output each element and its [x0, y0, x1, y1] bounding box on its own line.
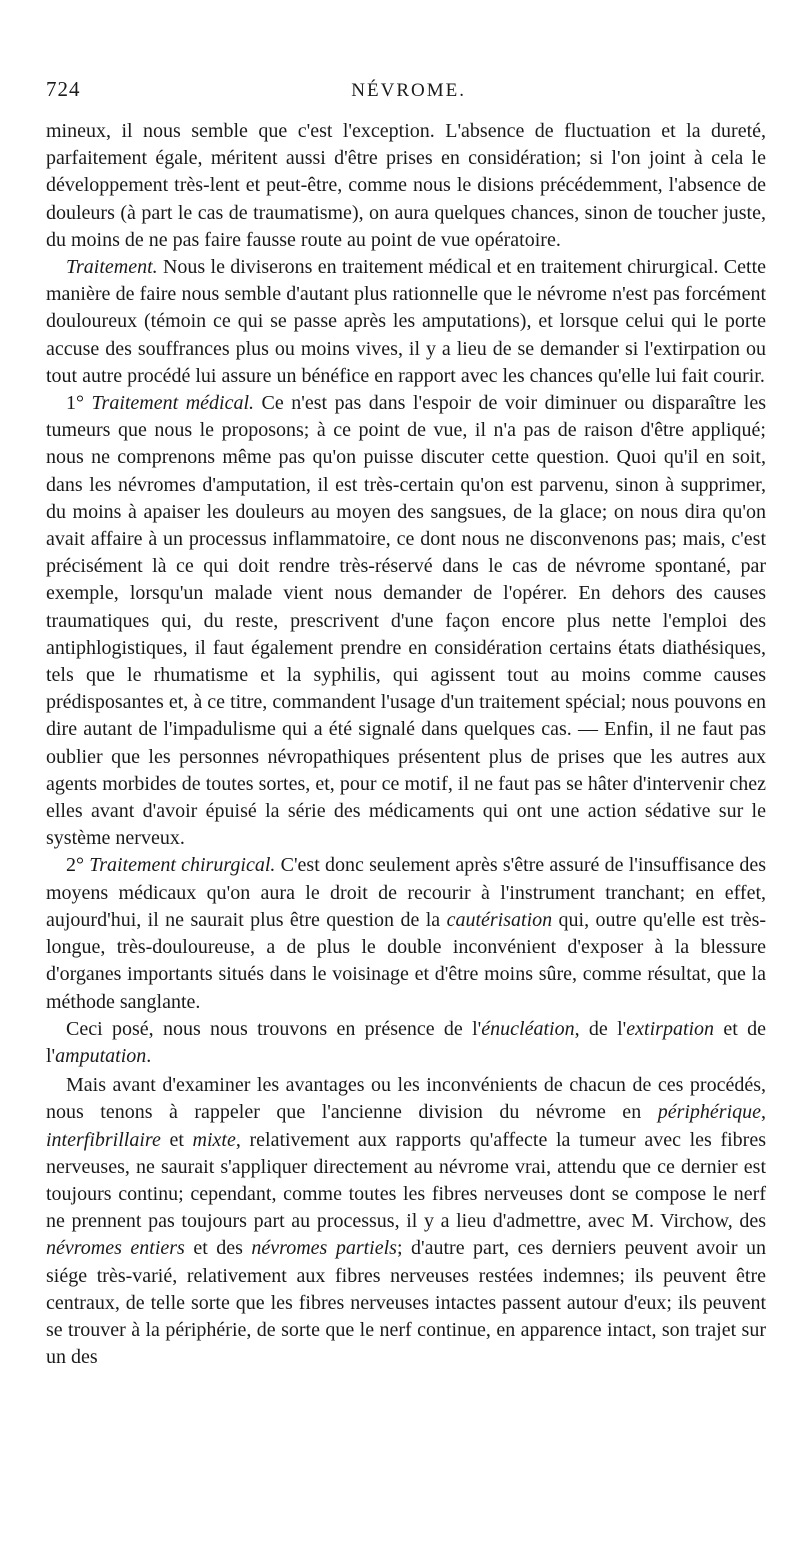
- italic-term: névromes entiers: [46, 1237, 185, 1260]
- italic-term: mixte: [192, 1128, 236, 1151]
- running-head: [46, 76, 766, 110]
- text-run: et de l': [46, 1017, 767, 1067]
- italic-term: extirpation: [626, 1017, 715, 1040]
- italic-term: Traitement chirurgical.: [89, 854, 276, 877]
- italic-term: cautérisation: [446, 908, 553, 931]
- italic-term: énucléation: [481, 1017, 575, 1040]
- paragraph-ceci-pose: [46, 1016, 766, 1070]
- running-title: NÉVROME.: [351, 80, 466, 101]
- text-run: qui, outre qu'elle est très-longue, très-douloureuse, a de plus le double inconvénient d'exposer à la blessure d'organes importants situés dans le voisinage et d'être moins sûre, comme résultat, que la méthode sanglante.: [46, 908, 767, 1013]
- text-run: Ceci posé, nous nous trouvons en présence de l': [66, 1017, 482, 1040]
- text-run: Mais avant d'examiner les avantages ou les inconvénients de chacun de ces procédés, nous tenons à rappeler que l'ancienne division du névrome en: [46, 1074, 766, 1124]
- paragraph-traitement: [46, 254, 766, 390]
- text-run: ; d'autre part, ces derniers peuvent avoir un siége très-varié, relativement aux fibres nerveuses restées indemnes; ils peuvent être centraux, de telle sorte que les fibres nerveuses intactes passent autour d'eux; ils peuvent se trouver à la périphérie, de sorte que le nerf continue, en apparence intact, son trajet sur un des: [46, 1237, 766, 1369]
- text-run: , de l': [574, 1017, 627, 1040]
- text-run: Ce n'est pas dans l'espoir de voir diminuer ou disparaître les tumeurs que nous le proposons; à ce point de vue, il n'a pas de raison d'être appliqué; nous ne comprenons même pas qu'on puisse discuter cette question. Quoi qu'il en soit, dans les névromes d'amputation, il est très-certain qu'on est parvenu, sinon à supprimer, du moins à apaiser les douleurs au moyen des sangsues, de la glace; on nous dira qu'on avait affaire à un processus inflammatoire, ce dont nous ne disconvenons pas; mais, c'est précisément là ce qui doit rendre très-réservé dans le cas de névrome spontané, par exemple, lorsqu'un malade vient nous demander de l'opérer. En dehors des causes traumatiques qui, du reste, prescrivent d'une façon encore plus nette l'emploi des antiphlogistiques, il faut également prendre en considération certains états diathésiques, tels que le rhumatisme et la syphilis, qui agissent tout au moins comme causes prédisposantes et, à ce titre, commandent l'usage d'un traitement spécial; nous pouvons en dire autant de l'impadulisme qui a été signalé dans quelques cas. — Enfin, il ne faut pas oublier que les personnes névropathiques présentent plus de prises que les autres aux agents morbides de toutes sortes, et, pour ce motif, il ne faut pas se hâter d'intervenir chez elles avant d'avoir épuisé la série des médicaments qui ont une action sédative sur le système nerveux.: [46, 392, 766, 850]
- text-run: 2°: [66, 854, 90, 877]
- text-run: ,: [761, 1101, 766, 1124]
- paragraph-traitement-medical: [46, 390, 766, 852]
- text-run: C'est donc seulement après s'être assuré de l'insuffisance des moyens médicaux qu'on aura le droit de recourir à l'instrument tranchant; en effet, aujourd'hui, il ne saurait plus être question de la: [46, 854, 767, 931]
- text-run: .: [146, 1044, 152, 1067]
- italic-term: amputation: [55, 1044, 147, 1067]
- italic-term: Traitement médical.: [91, 392, 255, 415]
- italic-term: Traitement.: [66, 256, 158, 279]
- text-run: mineux, il nous semble que c'est l'exception. L'absence de fluctuation et la dureté, parfaitement égale, méritent aussi d'être prises en considération; si l'on joint à cela le développement très-lent et peut-être, comme nous le disions précédemment, l'absence de douleurs (à part le cas de traumatisme), on aura quelques chances, sinon de toucher juste, du moins de ne pas faire fausse route au point de vue opératoire.: [46, 120, 766, 251]
- italic-term: névromes partiels: [251, 1237, 397, 1260]
- paragraph-traitement-chirurgical: [46, 852, 766, 1015]
- text-run: et des: [184, 1237, 252, 1260]
- book-page: [46, 76, 766, 1371]
- text-run: , relativement aux rapports qu'affecte la tumeur avec les fibres nerveuses, ne saurait s'appliquer directement au névrome vrai, attendu que ce dernier est toujours continu; cependant, comme toutes les fibres nerveuses dont se compose le nerf ne prennent pas toujours part au processus, il y a lieu d'admettre, avec M. Virchow, des: [46, 1128, 766, 1233]
- text-run: et: [160, 1128, 193, 1151]
- paragraph-mais-avant: [46, 1072, 766, 1371]
- paragraph-continuation: [46, 118, 766, 254]
- italic-term: interfibrillaire: [46, 1128, 161, 1151]
- page-number: 724: [46, 77, 81, 101]
- text-run: 1°: [66, 392, 92, 415]
- text-run: Nous le diviserons en traitement médical et en traitement chirurgical. Cette manière de faire nous semble d'autant plus rationnelle que le névrome n'est pas forcément douloureux (témoin ce qui se passe après les amputations), et lorsque celui qui le porte accuse des souffrances plus ou moins vives, il y a lieu de se demander si l'extirpation ou tout autre procédé lui assure un bénéfice en rapport avec les chances qu'elle lui fait courir.: [46, 256, 766, 387]
- italic-term: périphérique: [657, 1101, 761, 1124]
